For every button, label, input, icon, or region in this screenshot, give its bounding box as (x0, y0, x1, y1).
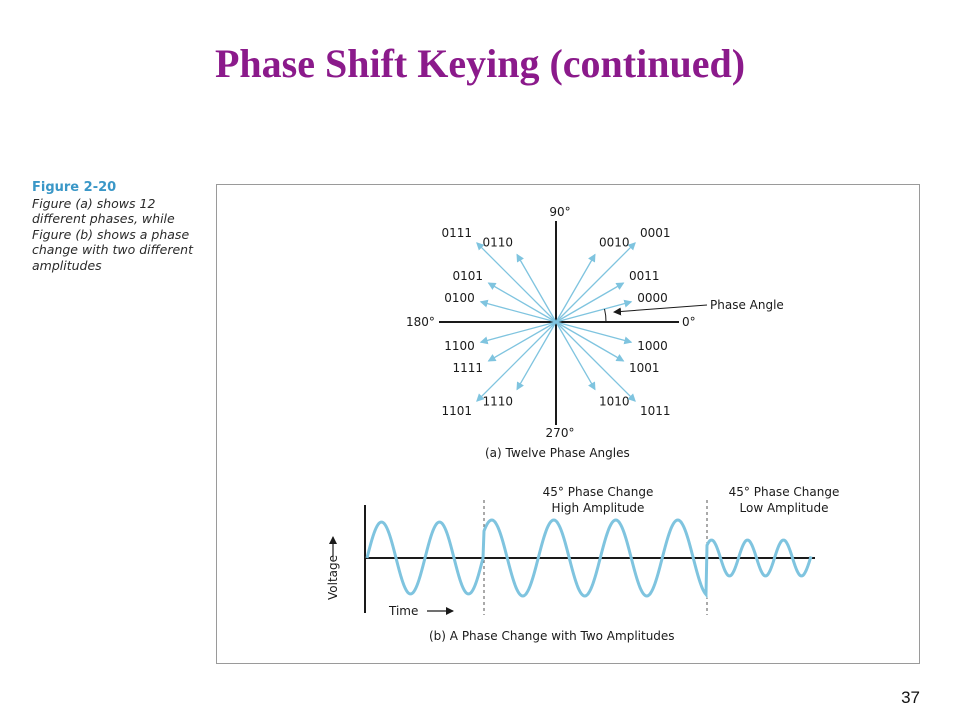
phase-code-1111: 1111 (452, 361, 483, 375)
phase-vector-1101 (477, 322, 556, 401)
phase-vector-1011 (556, 322, 635, 401)
phase-code-0000: 0000 (637, 291, 668, 306)
axis-label-270: 270° (545, 426, 575, 440)
section-2-label-line-2: Low Amplitude (739, 501, 829, 515)
phase-vector-1100 (481, 322, 556, 342)
phase-code-0001: 0001 (640, 225, 671, 240)
phase-vector-0001 (556, 243, 635, 322)
page-number: 37 (901, 688, 920, 707)
phase-angle-pointer (614, 305, 707, 312)
phase-code-1001: 1001 (629, 361, 660, 375)
phase-vector-1000 (556, 322, 631, 342)
section-1-label-line-2: High Amplitude (551, 501, 645, 515)
phase-code-1010: 1010 (599, 394, 630, 409)
diagram-a-caption: (a) Twelve Phase Angles (485, 446, 630, 460)
section-1-label-line-1: 45° Phase Change (542, 485, 654, 499)
figure-drawing (217, 185, 919, 663)
phase-code-1110: 1110 (482, 394, 513, 409)
figure-caption (32, 180, 212, 273)
phase-code-0011: 0011 (629, 269, 660, 283)
phase-vector-0100 (481, 302, 556, 322)
section-2-label-line-1: 45° Phase Change (728, 485, 840, 499)
phase-angle-label: Phase Angle (710, 298, 784, 312)
phase-code-1011: 1011 (640, 404, 671, 419)
waveform-diagram (326, 485, 839, 643)
phase-code-0010: 0010 (599, 235, 630, 250)
phase-code-0111: 0111 (441, 225, 472, 240)
axis-label-0: 0° (682, 315, 696, 329)
axis-label-90: 90° (549, 205, 571, 219)
figure-number: Figure 2-20 (32, 180, 117, 195)
figure-caption-text: Figure (a) shows 12 different phases, while Figure (b) shows a phase change with two different amplitudes (32, 195, 193, 273)
slide-title: Phase Shift Keying (continued) (214, 41, 746, 86)
phase-code-0110: 0110 (482, 235, 513, 250)
diagram-b-caption: (b) A Phase Change with Two Amplitudes (429, 629, 675, 643)
phase-diagram (406, 205, 784, 460)
phase-angle-arc (605, 309, 607, 322)
figure-panel (216, 184, 920, 664)
phase-code-1101: 1101 (441, 404, 472, 419)
phase-vector-0111 (477, 243, 556, 322)
phase-code-1000: 1000 (637, 338, 668, 353)
voltage-label: Voltage (326, 554, 340, 600)
phase-code-1100: 1100 (444, 338, 475, 353)
phase-code-0100: 0100 (444, 291, 475, 306)
time-label: Time (389, 604, 419, 618)
phase-code-0101: 0101 (452, 269, 483, 283)
axis-label-180: 180° (406, 315, 435, 329)
